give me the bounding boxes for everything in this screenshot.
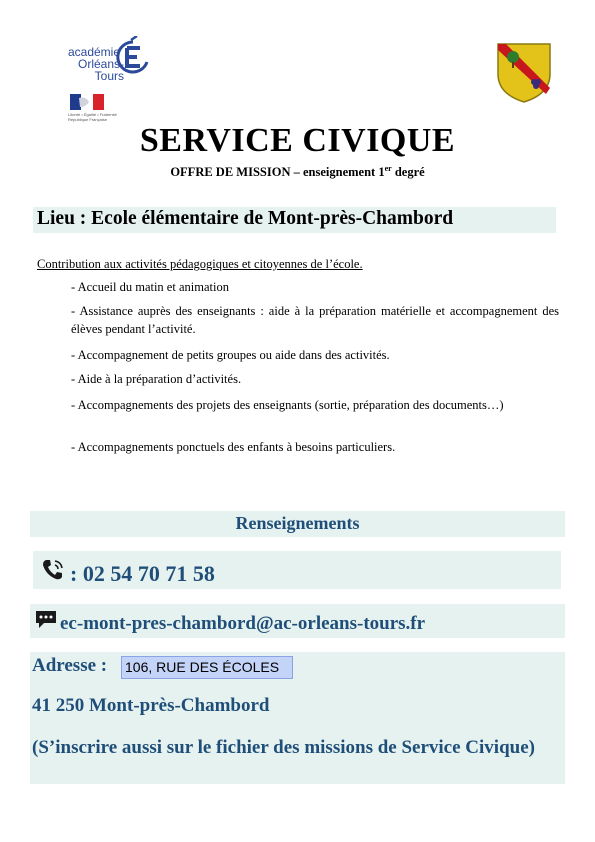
address-street-field[interactable]: 106, RUE DES ÉCOLES xyxy=(121,656,293,679)
subtitle-end: degré xyxy=(391,165,425,180)
crest-icon xyxy=(496,42,552,104)
list-item: - Assistance auprès des enseignants : aide à la préparation matérielle et accompagnement des élèves pendant l’activité. xyxy=(71,304,559,336)
academie-logo-line1: académie xyxy=(67,45,120,59)
address-city: 41 250 Mont-près-Chambord xyxy=(32,695,270,716)
marianne-icon xyxy=(70,94,104,110)
registration-note: (S’inscrire aussi sur le fichier des missions de Service Civique) xyxy=(32,737,535,758)
list-item: - Accompagnements des projets des enseignants (sortie, préparation des documents…) xyxy=(71,398,504,412)
list-item: - Aide à la préparation d’activités. xyxy=(71,372,242,386)
lieu-heading: Lieu : Ecole élémentaire de Mont-près-Chambord xyxy=(37,208,454,229)
academie-e-icon xyxy=(114,36,152,76)
list-item: - Accompagnement de petits groupes ou aide dans des activités. xyxy=(71,348,390,362)
academie-logo-line2: Orléans-Tours xyxy=(77,57,124,83)
message-icon xyxy=(35,610,57,630)
email-address[interactable]: ec-mont-pres-chambord@ac-orleans-tours.fr xyxy=(60,613,426,634)
academie-logo xyxy=(66,34,150,124)
page-title: SERVICE CIVIQUE xyxy=(139,122,456,159)
phone-icon xyxy=(40,557,66,583)
address-label: Adresse : xyxy=(32,655,108,676)
list-item: - Accompagnements ponctuels des enfants à besoins particuliers. xyxy=(71,440,396,454)
subtitle-main: OFFRE DE MISSION – enseignement 1 xyxy=(170,165,385,180)
contribution-heading: Contribution aux activités pédagogiques et citoyennes de l’école. xyxy=(37,257,363,271)
phone-number[interactable]: : 02 54 70 71 58 xyxy=(70,561,215,586)
republic-motto: Liberté • Égalité • Fraternité République Française xyxy=(68,112,117,122)
page-subtitle xyxy=(0,164,595,180)
list-item: - Accueil du matin et animation xyxy=(71,280,229,294)
subtitle-sup: er xyxy=(384,164,392,173)
renseignements-title: Renseignements xyxy=(235,513,360,533)
address-background xyxy=(30,652,565,784)
